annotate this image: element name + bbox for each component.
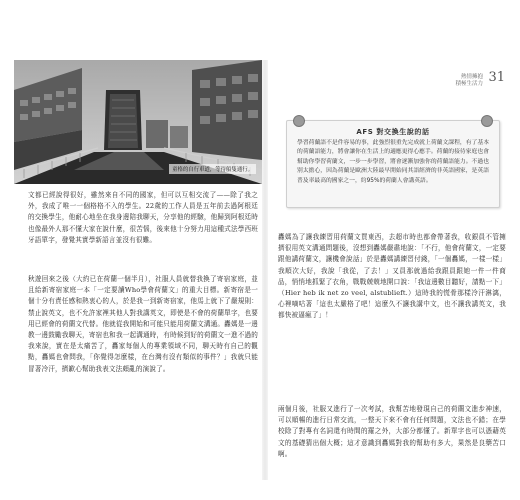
page-number: 31 [488, 70, 505, 85]
card-title: AFS 對交換生說的話 [356, 128, 430, 136]
right-page [268, 60, 513, 480]
left-page [14, 60, 262, 480]
pushpin-icon [293, 115, 305, 127]
afs-tip-card [286, 120, 500, 208]
photo-caption: 童格的自行車道，等待船隻通行。 [169, 164, 256, 174]
left-paragraph-1: 文都已經說得很好，雖然來自不同的國家，但可以互相交流了——除了我之外，我成了唯一一個格格不入的學生。22歲的工作人員是五年前去過阿根廷的交換學生，他耐心地坐在我身邊陪我聊天，分享他的經驗，他歸到阿根廷時也像最外人那不懂大家在說什麼，很苦惱，後來他十分努力用這種式法學西班牙語單字，發覺其實學新語言並沒有很難。 [28, 191, 258, 244]
right-paragraph-1: 轟媽為了讓我練習用荷蘭文買東西，去超市時也都會帶著我，收銀員不管擁擠很用英文溝通問題後，沒想到轟媽嚴肅地說：「不行，他會荷蘭文，一定要跟他講荷蘭文，讓機會說話」於是轟媽講練習付錢，「一個轟媽，一樣一樣」我順次大好，我說「我從，了去！」又員那就過給我跟員跟她一件一件商品，悄悄地抓緊了衣角，戰戰兢兢地開口說：「我這邊數目聽好，請點一下」（Hier heb ik net zo veel, alstublieft.）這時我的慌骨那樣冷汗淋漓，心裡嘀咕著「這也太嚴格了吧！這麼久不讓我講中文，也不讓我講英文，我都快被逼瘋了」！ [278, 233, 506, 320]
running-head-line-1: 熱情擁抱 [460, 74, 483, 80]
right-paragraph-2: 兩個月後，社服又進行了一次考試，我幫苦地發現自己的荷蘭文進步神速，可以順暢的進行日常交流，一整天下來不會有任何問題，文法也不錯；在學校除了對專有名詞還有時間的羅之外，大部分都懂了。新單字也可以憑藉英文的基礎猜出個大概；這才意識到轟媽對我的幫助有多大，果然是良藥苦口啊。 [278, 405, 506, 458]
pushpin-icon [481, 115, 493, 127]
running-head-line-2: 積極生活力 [455, 81, 483, 87]
bridge-photo [14, 60, 262, 184]
card-body: 學習荷蘭語不是件容易的事，此強烈很重先完成就上荷蘭文課程，有了基本的荷蘭語能力，將會讓你在生活上的適應更得心應手。荷蘭的接待家庭也會幫助你學習荷蘭文，一步一步學習，將會逐漸加強你的荷蘭語能力。不過也別太擔心，因為荷蘭是歐洲大陸最早開始同其語經濟的非英語國家，是英語普及率最高的國家之一，約95%的荷蘭人會講英語。 [297, 140, 489, 184]
left-paragraph-2: 秋遊回來之後（大約已在荷蘭一個半月），社服人員就替我換了寄宿家庭，並且給新寄宿家庭一本「一定要讀Who學會荷蘭文」的重大目標。新寄宿是一個十分有責任感和熱衷心的人，於是我一到新寄宿家，他馬上就下了嚴規則：禁止說英文，也不允許家裡其他人對我講英文，即使是不會的荷蘭單字，也要用已經會的荷蘭文代替。他就從我開始和可能只能用荷蘭文溝通。轟媽是一邊教一邊鼓勵我聊天，寄宿也和我一起溝通時，有時候到好的荷蘭文一進不過的我來說，實在是太痛苦了，轟家每個人的專業領域不同，聊天時有自己的觀點，轟媽也會問我，「你覺得怎麼樣，在台灣有沒有類似的事件？」我就只能冒著冷汗，擠歉心幫助我表文法頗亂的演說了。 [28, 275, 258, 373]
running-head [455, 74, 483, 88]
